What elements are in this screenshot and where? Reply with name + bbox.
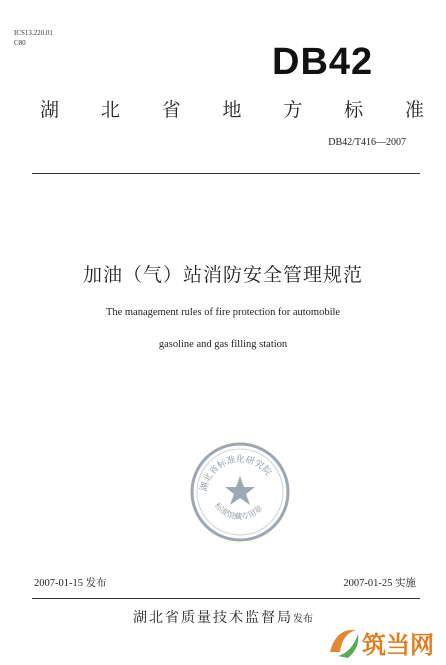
standard-type-char: 方 bbox=[283, 99, 303, 121]
standard-code: DB42 bbox=[272, 41, 374, 83]
issue-date: 2007-01-15 发布 bbox=[34, 578, 107, 589]
document-title-english-line2: gasoline and gas filling station bbox=[158, 339, 288, 350]
star-icon bbox=[225, 476, 255, 505]
standard-type-char: 地 bbox=[222, 99, 242, 121]
publisher-suffix: 发布 bbox=[293, 614, 313, 625]
library-seal-stamp bbox=[188, 440, 292, 544]
svg-text:筑当网: 筑当网 bbox=[362, 631, 434, 659]
footer-divider bbox=[32, 598, 420, 599]
standard-type bbox=[40, 96, 424, 124]
document-title-chinese: 加油（气）站消防安全管理规范 bbox=[82, 264, 363, 286]
standard-type-char: 省 bbox=[161, 99, 181, 121]
standard-type-char: 标 bbox=[344, 99, 364, 121]
standard-type-char: 湖 bbox=[40, 99, 60, 121]
implementation-date: 2007-01-25 实施 bbox=[343, 578, 416, 589]
standard-number: DB42/T416—2007 bbox=[328, 137, 406, 148]
site-watermark-logo bbox=[326, 622, 442, 662]
ccs-code: C80 bbox=[14, 39, 26, 47]
ics-code: ICS13.220.01 bbox=[14, 29, 53, 37]
publisher-name: 湖北省质量技术监督局 bbox=[133, 610, 293, 626]
standard-type-char: 北 bbox=[100, 99, 120, 121]
header-divider bbox=[32, 173, 420, 174]
document-title-english-line1: The management rules of fire protection for automobile bbox=[105, 307, 341, 318]
svg-text:标准馆藏专用章: 标准馆藏专用章 bbox=[212, 500, 265, 522]
svg-text:湖北省标准化研究院: 湖北省标准化研究院 bbox=[199, 454, 273, 493]
standard-type-char: 准 bbox=[404, 99, 424, 121]
